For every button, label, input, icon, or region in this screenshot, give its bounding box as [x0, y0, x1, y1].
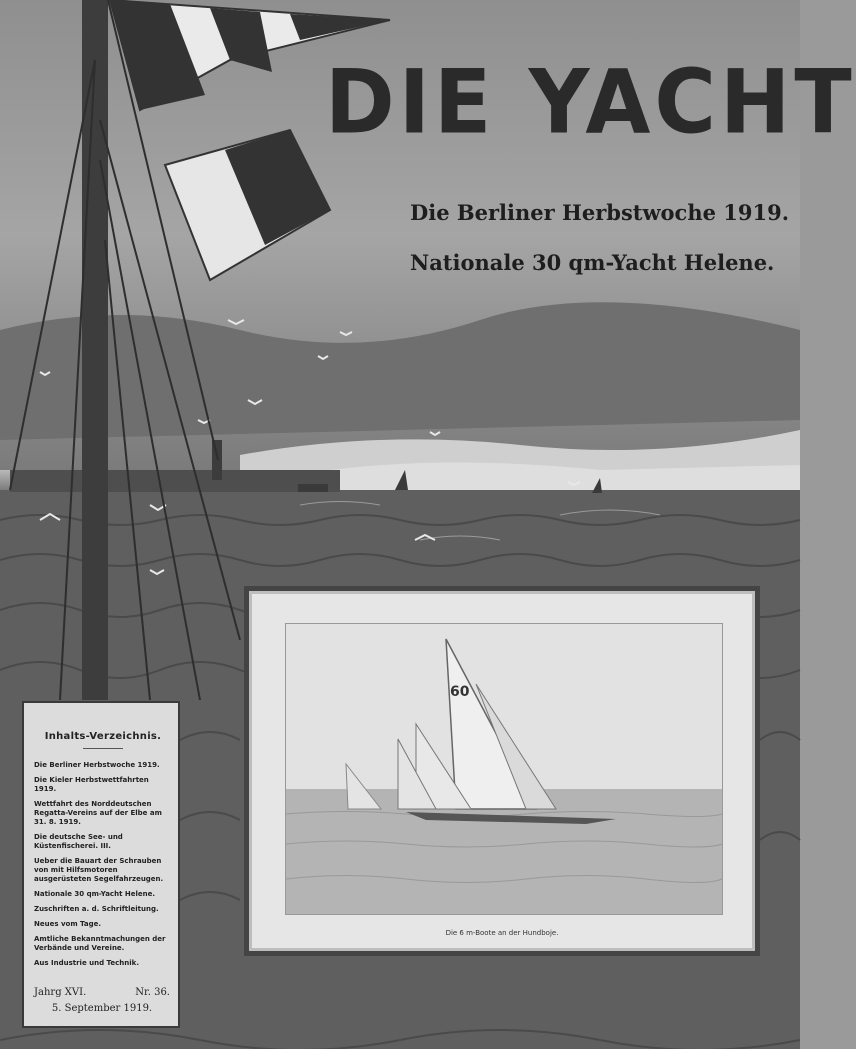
contents-item: Nationale 30 qm-Yacht Helene.: [34, 890, 155, 898]
contents-item: Die Berliner Herbstwoche 1919.: [34, 761, 160, 769]
steamer: [298, 484, 328, 492]
photo-caption: Die 6 m-Boote an der Hundboje.: [445, 929, 559, 937]
contents-item: Neues vom Tage.: [34, 920, 102, 928]
headline-herbstwoche: Die Berliner Herbstwoche 1919.: [410, 200, 790, 225]
photo-frame: [244, 586, 760, 956]
contents-item: Die Kieler Herbstwettfahrten 1919.: [34, 776, 149, 793]
regatta-photo-drawing: [286, 624, 722, 914]
contents-list: [34, 761, 172, 968]
contents-item: Zuschriften a. d. Schriftleitung.: [34, 905, 159, 913]
contents-item: Wettfahrt des Norddeutschen Regatta-Vereins auf der Elbe am 31. 8. 1919.: [34, 800, 162, 826]
contents-item: Die deutsche See- und Küstenfischerei. III.: [34, 833, 123, 850]
contents-title: Inhalts-Verzeichnis.: [44, 731, 162, 742]
contents-divider: [83, 748, 123, 749]
headline-yacht-helene: Nationale 30 qm-Yacht Helene.: [410, 250, 775, 275]
issue-date: 5. September 1919.: [51, 1003, 153, 1014]
contents-item: Amtliche Bekanntmachungen der Verbände und Vereine.: [34, 935, 166, 952]
contents-item: Aus Industrie und Technik.: [34, 959, 139, 967]
issue-number: Nr. 36.: [135, 987, 170, 998]
distant-shore: [10, 470, 340, 492]
regatta-photo: [285, 623, 723, 915]
sail-number: 60: [450, 684, 470, 700]
contents-item: Ueber die Bauart der Schrauben von mit Hilfsmotoren ausgerüsteten Segelfahrzeugen.: [34, 857, 164, 883]
volume-label: Jahrg XVI.: [34, 987, 87, 998]
masthead-title: DIE YACHT: [325, 50, 856, 154]
issue-info: [34, 987, 170, 998]
table-of-contents: [22, 701, 180, 1028]
